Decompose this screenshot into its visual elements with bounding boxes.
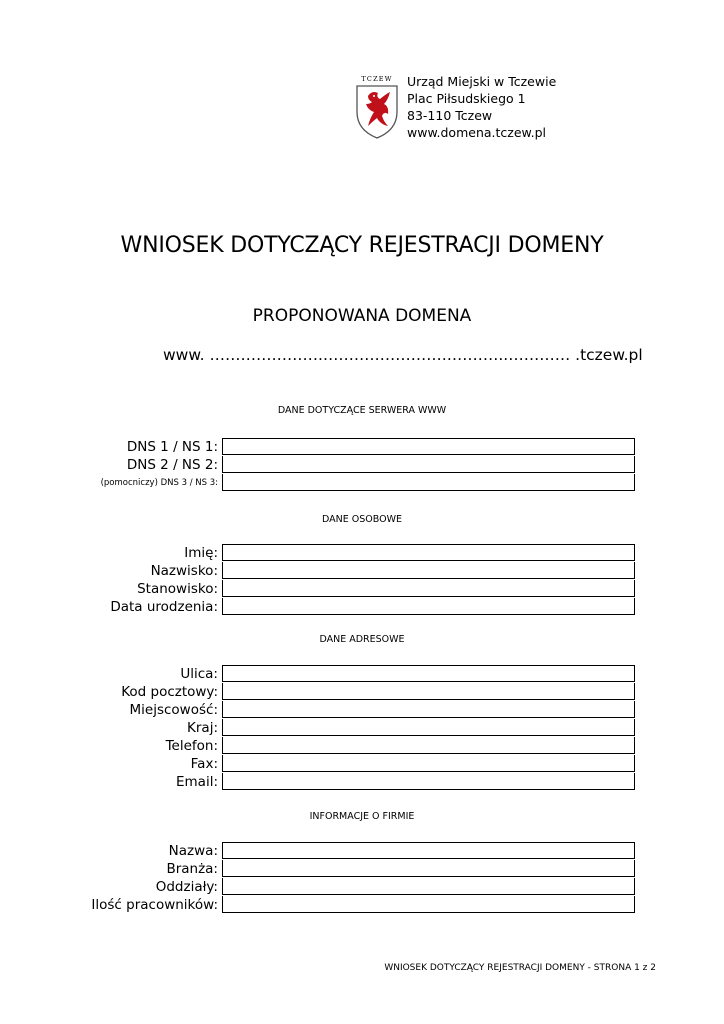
form-row bbox=[0, 456, 724, 474]
form-row bbox=[0, 860, 724, 878]
city-input[interactable] bbox=[222, 701, 635, 718]
form-row bbox=[0, 562, 724, 580]
office-address bbox=[407, 73, 556, 141]
form-row bbox=[0, 580, 724, 598]
section-heading-address: DANE ADRESOWE bbox=[319, 634, 405, 645]
address-line: Urząd Miejski w Tczewie bbox=[407, 74, 557, 89]
personal-form bbox=[0, 544, 724, 616]
field-label-email: Email: bbox=[175, 774, 218, 790]
form-row bbox=[0, 737, 724, 755]
proposed-domain-field[interactable] bbox=[163, 346, 643, 364]
field-label-industry: Branża: bbox=[166, 861, 218, 877]
form-row bbox=[0, 755, 724, 773]
section-heading-personal: DANE OSOBOWE bbox=[322, 514, 402, 525]
form-row bbox=[0, 544, 724, 562]
section-heading-company: INFORMACJE O FIRMIE bbox=[309, 811, 415, 822]
field-label-branches: Oddziały: bbox=[155, 879, 218, 895]
document-title: WNIOSEK DOTYCZĄCY REJESTRACJI DOMENY bbox=[120, 233, 604, 258]
form-row bbox=[0, 438, 724, 456]
page-footer: WNIOSEK DOTYCZĄCY REJESTRACJI DOMENY - STRONA 1 z 2 bbox=[384, 963, 656, 973]
dns1-input[interactable] bbox=[222, 438, 635, 455]
section-heading-server: DANE DOTYCZĄCE SERWERA WWW bbox=[277, 405, 447, 416]
dns3-input[interactable] bbox=[222, 474, 635, 491]
domain-suffix: .tczew.pl bbox=[575, 346, 643, 364]
logo-text: TCZEW bbox=[361, 75, 393, 83]
postal-code-input[interactable] bbox=[222, 683, 635, 700]
address-form bbox=[0, 665, 724, 791]
last-name-input[interactable] bbox=[222, 562, 635, 579]
field-label-dns3: (pomocniczy) DNS 3 / NS 3: bbox=[100, 478, 218, 488]
server-form bbox=[0, 438, 724, 492]
field-label-birth-date: Data urodzenia: bbox=[110, 599, 218, 615]
address-line: 83-110 Tczew bbox=[407, 108, 493, 123]
birth-date-input[interactable] bbox=[222, 598, 635, 615]
field-label-postal-code: Kod pocztowy: bbox=[121, 684, 218, 700]
field-label-dns2: DNS 2 / NS 2: bbox=[126, 457, 218, 473]
street-input[interactable] bbox=[222, 665, 635, 682]
field-label-phone: Telefon: bbox=[165, 738, 218, 754]
form-row bbox=[0, 842, 724, 860]
phone-input[interactable] bbox=[222, 737, 635, 754]
field-label-last-name: Nazwisko: bbox=[150, 563, 218, 579]
form-row bbox=[0, 773, 724, 791]
email-input[interactable] bbox=[222, 773, 635, 790]
field-label-street: Ulica: bbox=[180, 666, 218, 682]
form-row bbox=[0, 665, 724, 683]
dns2-input[interactable] bbox=[222, 456, 635, 473]
first-name-input[interactable] bbox=[222, 544, 635, 561]
form-row bbox=[0, 474, 724, 492]
proposed-domain-heading: PROPONOWANA DOMENA bbox=[252, 306, 472, 326]
position-input[interactable] bbox=[222, 580, 635, 597]
country-input[interactable] bbox=[222, 719, 635, 736]
form-row bbox=[0, 719, 724, 737]
field-label-employees: Ilość pracowników: bbox=[91, 897, 218, 913]
field-label-position: Stanowisko: bbox=[137, 581, 218, 597]
form-row bbox=[0, 598, 724, 616]
form-row bbox=[0, 878, 724, 896]
field-label-fax: Fax: bbox=[190, 756, 218, 772]
address-line: Plac Piłsudskiego 1 bbox=[407, 91, 526, 106]
form-row bbox=[0, 683, 724, 701]
field-label-country: Kraj: bbox=[187, 720, 218, 736]
company-form bbox=[0, 842, 724, 914]
domain-dots[interactable]: ………………….…………………….………..………… bbox=[209, 346, 571, 364]
industry-input[interactable] bbox=[222, 860, 635, 877]
field-label-city: Miejscowość: bbox=[129, 702, 218, 718]
employees-input[interactable] bbox=[222, 896, 635, 913]
address-line: www.domena.tczew.pl bbox=[407, 125, 546, 140]
field-label-dns1: DNS 1 / NS 1: bbox=[126, 439, 218, 455]
form-row bbox=[0, 701, 724, 719]
company-name-input[interactable] bbox=[222, 842, 635, 859]
domain-prefix: www. bbox=[163, 346, 205, 364]
branches-input[interactable] bbox=[222, 878, 635, 895]
fax-input[interactable] bbox=[222, 755, 635, 772]
form-row bbox=[0, 896, 724, 914]
field-label-company-name: Nazwa: bbox=[168, 843, 218, 859]
tczew-coat-of-arms-logo bbox=[354, 74, 400, 140]
field-label-first-name: Imię: bbox=[184, 545, 218, 561]
